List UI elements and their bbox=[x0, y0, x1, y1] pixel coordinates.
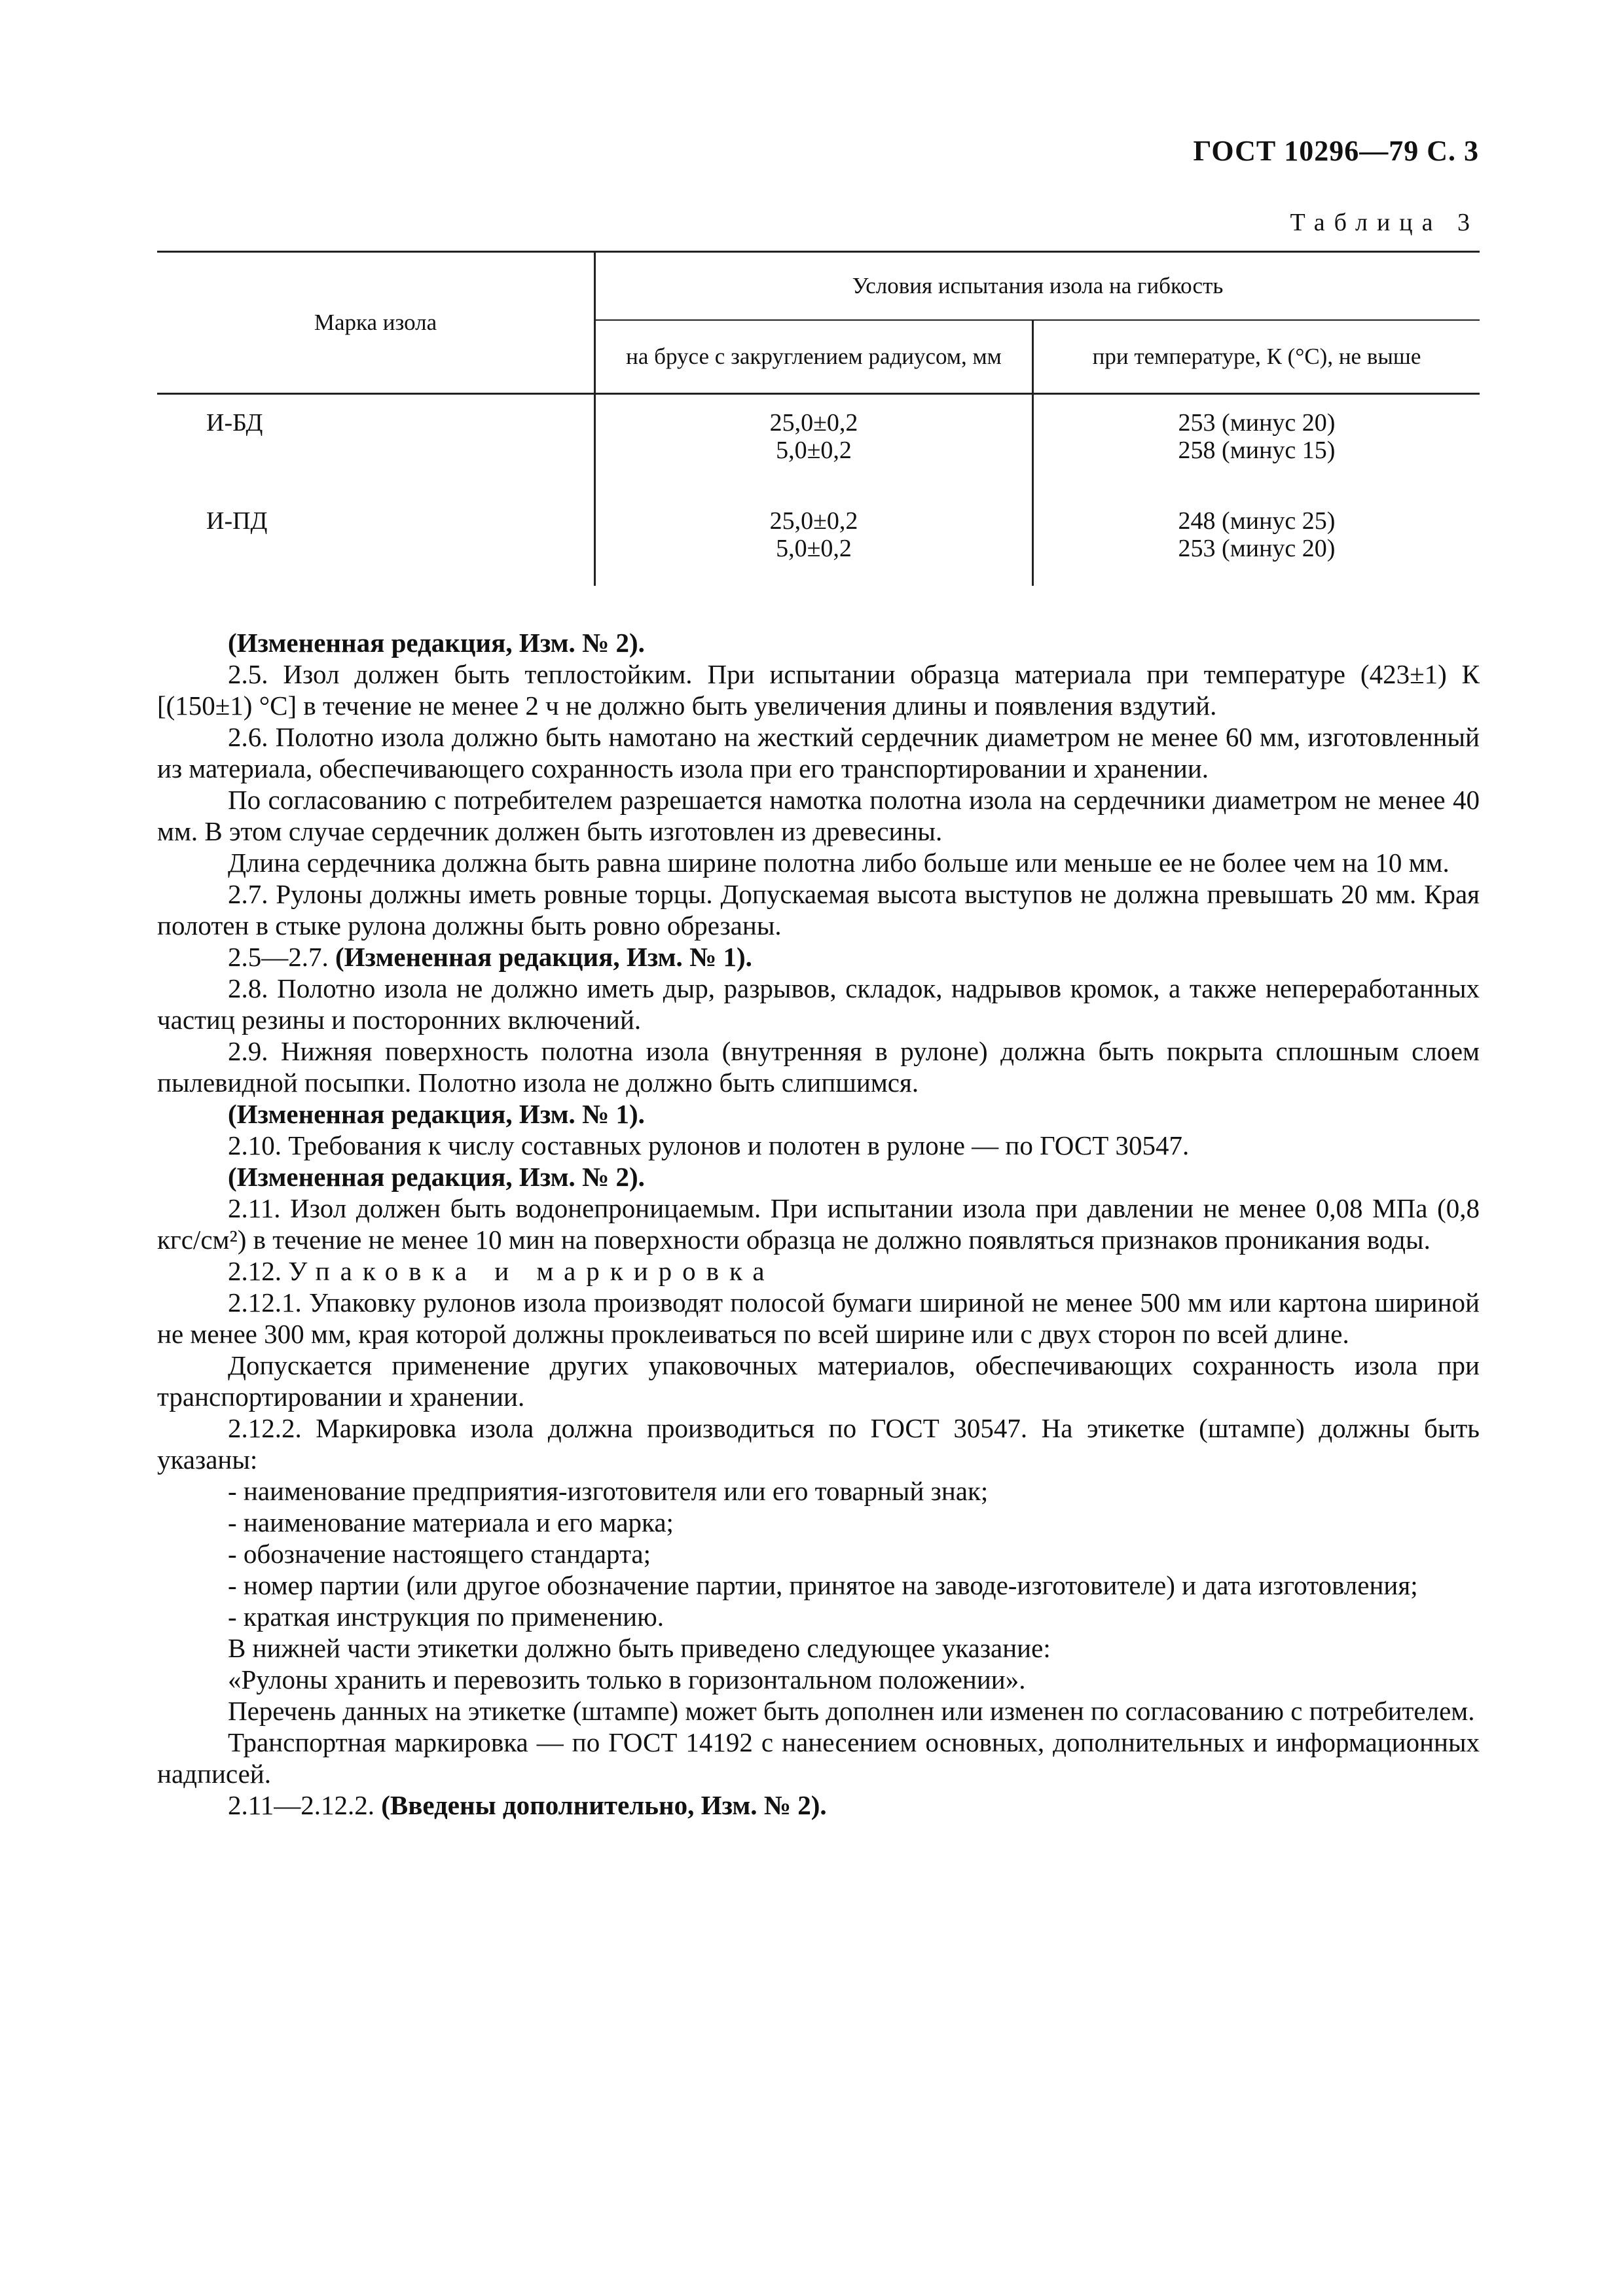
amendment-note: (Измененная редакция, Изм. № 2). bbox=[228, 1162, 645, 1192]
clause-2-12-2-paragraph: Транспортная маркировка — по ГОСТ 14192 с нанесением основных, дополнительных и информационных надписей. bbox=[157, 1727, 1480, 1789]
clause-2-7: 2.7. Рулоны должны иметь ровные торцы. Допускаемая высота выступов не должна превышать 20 мм. Края полотен в стыке рулона должны быть ровно обрезаны. bbox=[157, 879, 1480, 941]
table-header-temperature: при температуре, К (°С), не выше bbox=[1033, 320, 1480, 394]
temperature-cell bbox=[1033, 394, 1480, 493]
clause-2-12-2-paragraph: В нижней части этикетки должно быть приведено следующее указание: bbox=[228, 1633, 1051, 1663]
temperature-cell bbox=[1033, 493, 1480, 586]
clause-2-5: 2.5. Изол должен быть теплостойким. При испытании образца материала при температуре (423±1) К [(150±1) °С] в течение не менее 2 ч не должно быть увеличения длины и появления вздутий. bbox=[157, 659, 1480, 721]
grade-cell: И-ПД bbox=[206, 507, 268, 535]
list-item: - обозначение настоящего стандарта; bbox=[228, 1539, 651, 1569]
amendment-note bbox=[157, 1789, 1480, 1821]
section-title: Упаковка и маркировка bbox=[288, 1256, 775, 1286]
amendment-range: 2.5—2.7. bbox=[228, 942, 335, 972]
radius-cell bbox=[595, 493, 1033, 586]
temperature-value: 253 (минус 20) bbox=[1178, 535, 1336, 562]
clause-2-6-paragraph: По согласованию с потребителем разрешается намотка полотна изола на сердечники диаметром не менее 40 мм. В этом случае сердечник должен быть изготовлен из древесины. bbox=[157, 785, 1480, 846]
clause-2-10: 2.10. Требования к числу составных рулонов и полотен в рулоне — по ГОСТ 30547. bbox=[228, 1130, 1190, 1160]
list-item: - наименование предприятия-изготовителя или его товарный знак; bbox=[228, 1476, 989, 1506]
clause-2-12-1-paragraph: Допускается применение других упаковочных материалов, обеспечивающих сохранность изола при транспортировании и хранении. bbox=[157, 1350, 1480, 1412]
radius-value: 25,0±0,2 bbox=[769, 507, 858, 535]
clause-2-12-heading bbox=[157, 1255, 1480, 1287]
document-body bbox=[157, 627, 1480, 1821]
amendment-label: (Измененная редакция, Изм. № 1). bbox=[335, 942, 752, 972]
grade-cell: И-БД bbox=[206, 409, 263, 437]
list-item: - номер партии (или другое обозначение партии, принятое на заводе-изготовителе) и дата изготовления; bbox=[228, 1570, 1418, 1600]
radius-value: 25,0±0,2 bbox=[769, 409, 858, 437]
clause-2-12-2-paragraph: Перечень данных на этикетке (штампе) может быть дополнен или изменен по согласованию с потребителем. bbox=[228, 1696, 1475, 1726]
amendment-note: (Измененная редакция, Изм. № 2). bbox=[228, 628, 645, 658]
table-caption: Таблица 3 bbox=[1290, 209, 1479, 236]
clause-2-9: 2.9. Нижняя поверхность полотна изола (внутренняя в рулоне) должна быть покрыта сплошным слоем пылевидной посыпки. Полотно изола не должно быть слипшимся. bbox=[157, 1036, 1480, 1098]
document-header: ГОСТ 10296—79 С. 3 bbox=[1193, 135, 1479, 167]
amendment-note: (Измененная редакция, Изм. № 1). bbox=[228, 1099, 645, 1129]
radius-value: 5,0±0,2 bbox=[776, 437, 852, 464]
radius-cell bbox=[595, 394, 1033, 493]
amendment-range: 2.11—2.12.2. bbox=[228, 1790, 382, 1820]
flexibility-test-table bbox=[157, 251, 1480, 586]
clause-number: 2.12. bbox=[228, 1256, 289, 1286]
temperature-value: 258 (минус 15) bbox=[1178, 437, 1336, 464]
clause-2-11: 2.11. Изол должен быть водонепроницаемым. При испытании изола при давлении не менее 0,08 МПа (0,8 кгс/см²) в течение не менее 10 мин на поверхности образца не должно появляться признаков проникания воды. bbox=[157, 1193, 1480, 1255]
table-header-conditions: Условия испытания изола на гибкость bbox=[595, 252, 1480, 321]
clause-2-12-1: 2.12.1. Упаковку рулонов изола производят полосой бумаги шириной не менее 500 мм или картона шириной не менее 300 мм, края которой должны проклеиваться по всей ширине или с двух сторон по всей длине. bbox=[157, 1287, 1480, 1349]
table-header-grade: Марка изола bbox=[157, 252, 595, 394]
clause-2-12-2: 2.12.2. Маркировка изола должна производиться по ГОСТ 30547. На этикетке (штампе) должны быть указаны: bbox=[157, 1413, 1480, 1475]
temperature-value: 253 (минус 20) bbox=[1178, 409, 1336, 437]
clause-2-8: 2.8. Полотно изола не должно иметь дыр, разрывов, складок, надрывов кромок, а также непереработанных частиц резины и посторонних включений. bbox=[157, 973, 1480, 1035]
temperature-value: 248 (минус 25) bbox=[1178, 507, 1336, 535]
clause-2-6: 2.6. Полотно изола должно быть намотано на жесткий сердечник диаметром не менее 60 мм, изготовленный из материала, обеспечивающего сохранность изола при его транспортировании и хранении. bbox=[157, 722, 1480, 783]
clause-2-6-paragraph: Длина сердечника должна быть равна ширине полотна либо больше или меньше ее не более чем на 10 мм. bbox=[228, 848, 1450, 878]
amendment-note bbox=[157, 941, 1480, 973]
list-item: - наименование материала и его марка; bbox=[228, 1507, 674, 1537]
table-header-radius: на брусе с закруглением радиусом, мм bbox=[595, 320, 1033, 394]
radius-value: 5,0±0,2 bbox=[776, 535, 852, 562]
list-item: - краткая инструкция по применению. bbox=[228, 1602, 664, 1632]
label-instruction-quote: «Рулоны хранить и перевозить только в горизонтальном положении». bbox=[228, 1664, 1026, 1695]
table-row bbox=[157, 493, 1480, 586]
table-row bbox=[157, 394, 1480, 493]
amendment-label: (Введены дополнительно, Изм. № 2). bbox=[381, 1790, 827, 1820]
